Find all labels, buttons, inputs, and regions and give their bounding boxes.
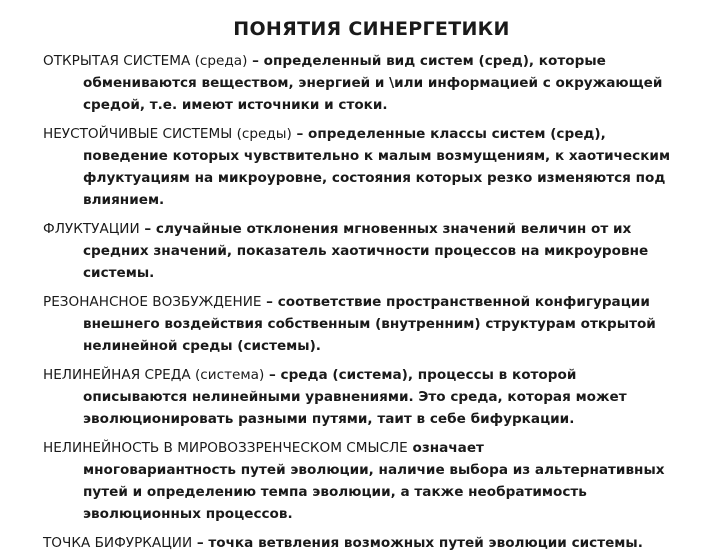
definition-line: флуктуациям на микроуровне, состояния которых резко изменяются под [83, 170, 666, 186]
definition-line: системы. [83, 265, 155, 281]
definition-text: – среда (система), процессы в которой [264, 367, 577, 383]
definition-nonlinearity-worldview [43, 437, 690, 525]
definition-line: поведение которых чувствительно к малым возмущениям, к хаотическим [83, 148, 671, 164]
definition-resonant-excitation [43, 291, 690, 357]
definition-text: – соответствие пространственной конфигурации [261, 294, 650, 310]
definition-text: – точка ветвления возможных путей эволюции системы. [192, 535, 643, 551]
definition-text: – случайные отклонения мгновенных значений величин от их [139, 221, 632, 237]
definition-line: влиянием. [83, 192, 165, 208]
definitions-list [43, 50, 690, 554]
slide-title: ПОНЯТИЯ СИНЕРГЕТИКИ [233, 18, 510, 40]
definition-line: средних значений, показатель хаотичности процессов на микроуровне [83, 243, 649, 259]
term: ФЛУКТУАЦИИ [43, 221, 140, 237]
definition-nonlinear-medium [43, 364, 690, 430]
definition-line: средой, т.е. имеют источники и стоки. [83, 97, 388, 113]
definition-line: описываются нелинейными уравнениями. Это среда, которая может [83, 389, 627, 405]
term: НЕЛИНЕЙНАЯ СРЕДА (система) [43, 367, 265, 383]
definition-line: эволюционных процессов. [83, 506, 293, 522]
definition-text: – определенный вид систем (сред), которые [247, 53, 606, 69]
term: РЕЗОНАНСНОЕ ВОЗБУЖДЕНИЕ [43, 294, 262, 310]
definition-text: означает [407, 440, 484, 456]
definition-line: нелинейной среды (системы). [83, 338, 321, 354]
definition-fluctuations [43, 218, 690, 284]
definition-open-system [43, 50, 690, 116]
term: ОТКРЫТАЯ СИСТЕМА (среда) [43, 53, 248, 69]
term: НЕУСТОЙЧИВЫЕ СИСТЕМЫ (среды) [43, 126, 292, 142]
definition-line: внешнего воздействия собственным (внутренним) структурам открытой [83, 316, 656, 332]
definition-bifurcation-point [43, 532, 690, 554]
definition-text: – определенные классы систем (сред), [291, 126, 606, 142]
definition-line: многовариантность путей эволюции, наличие выбора из альтернативных [83, 462, 665, 478]
definition-line: путей и определению темпа эволюции, а также необратимость [83, 484, 587, 500]
definition-line: обмениваются веществом, энергией и \или информацией с окружающей [83, 75, 663, 91]
term: НЕЛИНЕЙНОСТЬ В МИРОВОЗЗРЕНЧЕСКОМ СМЫСЛЕ [43, 440, 408, 456]
definition-unstable-systems [43, 123, 690, 211]
definition-line: эволюционировать разными путями, таит в себе бифуркации. [83, 411, 575, 427]
term: ТОЧКА БИФУРКАЦИИ [43, 535, 193, 551]
